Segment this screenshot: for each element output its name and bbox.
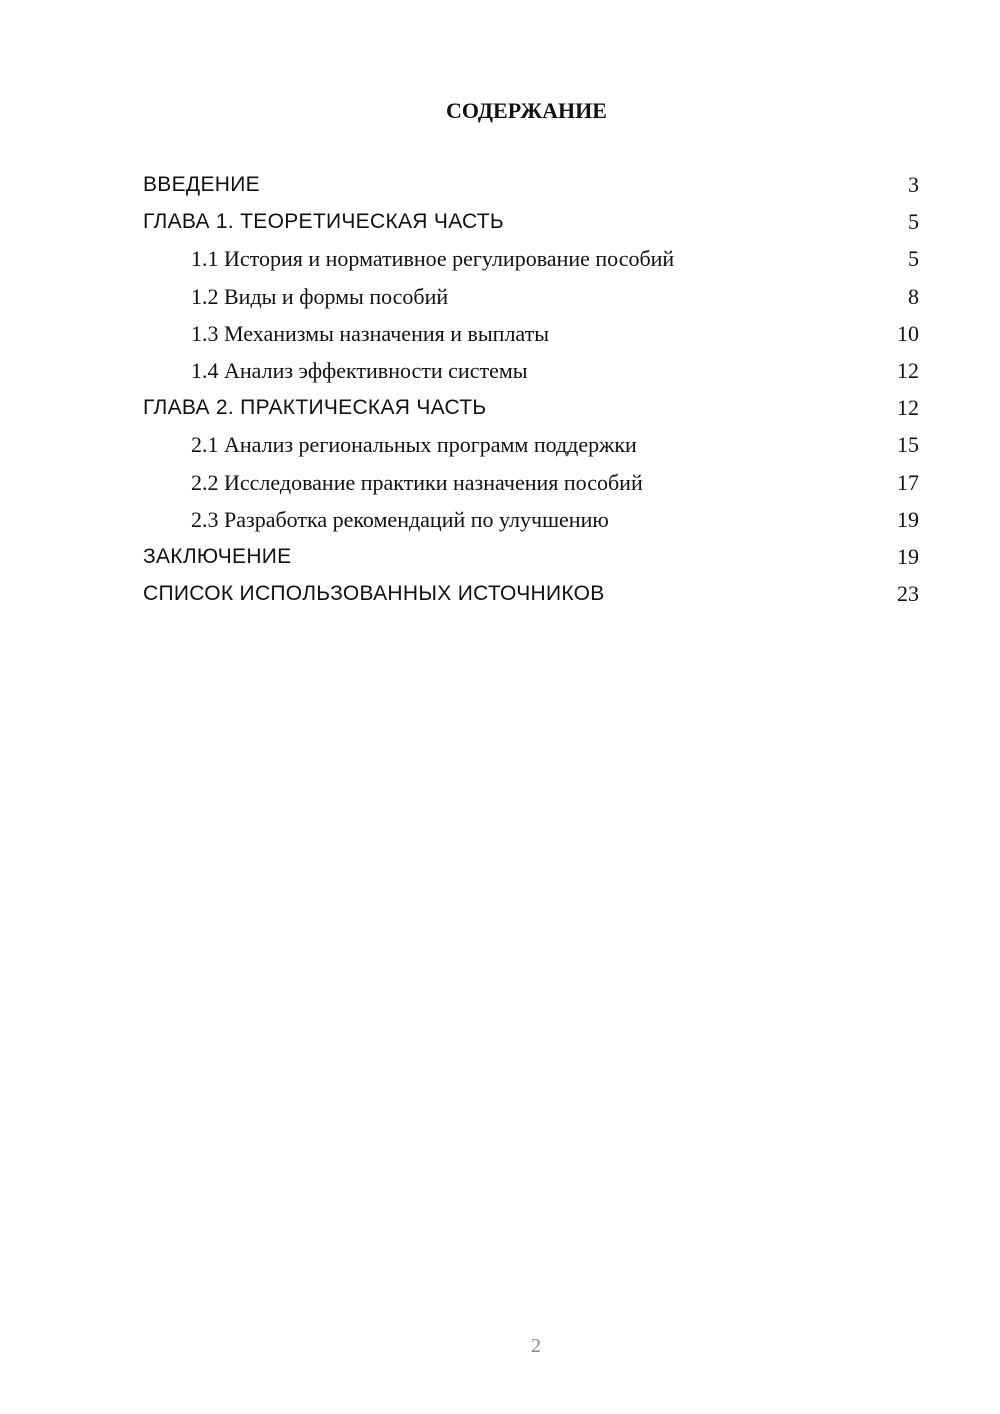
toc-entry[interactable] (143, 203, 919, 240)
toc-entry[interactable] (143, 315, 919, 352)
toc-entry-label: ГЛАВА 2. ПРАКТИЧЕСКАЯ ЧАСТЬ (143, 396, 487, 420)
toc-entry-page: 12 (897, 395, 919, 421)
page-number: 2 (531, 1335, 541, 1357)
toc-entry[interactable] (143, 538, 919, 575)
toc-entry-page: 23 (897, 581, 919, 607)
toc-entry-label: ГЛАВА 1. ТЕОРЕТИЧЕСКАЯ ЧАСТЬ (143, 210, 505, 234)
toc-entry-page: 19 (897, 506, 919, 532)
toc-entry-page: 10 (897, 320, 919, 346)
toc-entry[interactable] (143, 501, 919, 538)
toc-entry-label: 1.4 Анализ эффективности системы (191, 357, 528, 383)
page-title: СОДЕРЖАНИЕ (446, 98, 607, 123)
toc-entry[interactable] (143, 426, 919, 463)
toc-entry-label: 1.3 Механизмы назначения и выплаты (191, 320, 550, 346)
toc-entry[interactable] (143, 240, 919, 277)
toc-entry-page: 5 (908, 246, 919, 272)
toc-entry-page: 15 (897, 432, 919, 458)
toc-entry-page: 3 (908, 172, 919, 197)
table-of-contents (143, 166, 919, 612)
toc-entry-label: 1.1 История и нормативное регулирование пособий (191, 246, 675, 272)
toc-entry[interactable] (143, 575, 919, 612)
toc-entry[interactable] (143, 166, 919, 203)
toc-entry-page: 5 (908, 209, 919, 235)
toc-entry-page: 17 (897, 469, 919, 495)
toc-entry-label: ЗАКЛЮЧЕНИЕ (143, 544, 292, 568)
toc-entry[interactable] (143, 464, 919, 501)
toc-entry-label: СПИСОК ИСПОЛЬЗОВАННЫХ ИСТОЧНИКОВ (143, 582, 605, 606)
toc-entry[interactable] (143, 389, 919, 426)
toc-entry[interactable] (143, 278, 919, 315)
toc-entry-label: 2.1 Анализ региональных программ поддержки (191, 432, 637, 458)
toc-entry[interactable] (143, 352, 919, 389)
toc-entry-page: 8 (908, 283, 919, 309)
toc-entry-page: 19 (897, 543, 919, 569)
toc-entry-label: 2.2 Исследование практики назначения пособий (191, 469, 643, 495)
toc-entry-label: 2.3 Разработка рекомендаций по улучшению (191, 506, 609, 532)
toc-entry-label: 1.2 Виды и формы пособий (191, 283, 449, 309)
toc-entry-page: 12 (897, 357, 919, 383)
toc-entry-label: ВВЕДЕНИЕ (143, 173, 260, 196)
